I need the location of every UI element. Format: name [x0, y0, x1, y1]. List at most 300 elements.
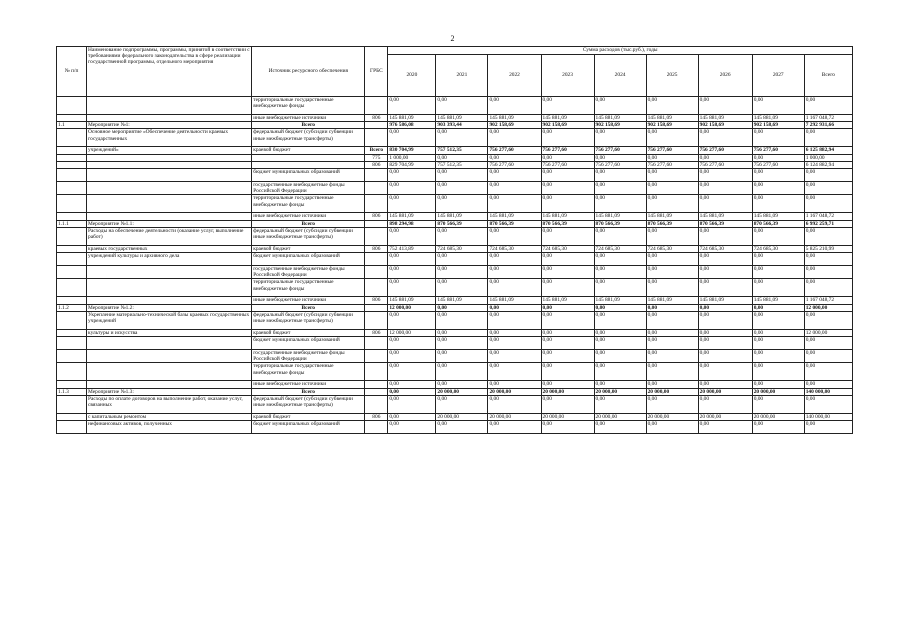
row-value: 145 881,09 — [388, 115, 436, 122]
row-value: 870 566,39 — [594, 220, 646, 227]
row-grbs — [365, 395, 388, 413]
expenses-table — [56, 46, 853, 434]
row-value: 0,00 — [594, 304, 646, 311]
row-value: 145 881,09 — [698, 213, 752, 220]
row-value: 145 881,09 — [436, 297, 488, 304]
row-value: 0,00 — [752, 311, 804, 329]
row-value: 0,00 — [594, 169, 646, 182]
row-value: 0,00 — [436, 279, 488, 297]
row-value: 0,00 — [698, 395, 752, 413]
table-row — [57, 337, 853, 350]
row-value: 870 566,39 — [436, 220, 488, 227]
row-value: 1 167 048,72 — [804, 213, 852, 220]
row-value: 0,00 — [436, 129, 488, 147]
row-value: 20 000,00 — [752, 413, 804, 420]
row-value: 0,00 — [698, 195, 752, 213]
row-value: 0,00 — [436, 311, 488, 329]
row-num — [57, 381, 87, 388]
row-name — [87, 363, 252, 381]
row-value: 12 000,00 — [804, 329, 852, 336]
row-num — [57, 213, 87, 220]
row-value: 757 512,35 — [436, 161, 488, 168]
row-grbs: 806 — [365, 161, 388, 168]
row-source: иные внебюджетные источники — [252, 297, 365, 304]
header-grbs: ГРБС — [365, 47, 388, 97]
row-source: федеральный бюджет (субсидии субвенции иные межбюджетные трансферты) — [252, 227, 365, 245]
row-value: 0,00 — [594, 195, 646, 213]
row-value: 0,00 — [541, 169, 594, 182]
row-value: 0,00 — [698, 97, 752, 115]
row-value: 0,00 — [646, 195, 698, 213]
header-year: 2023 — [541, 55, 594, 97]
row-grbs: 806 — [365, 213, 388, 220]
row-value: 0,00 — [646, 421, 698, 434]
row-grbs: Всего — [365, 147, 388, 154]
row-name — [87, 381, 252, 388]
row-num — [57, 195, 87, 213]
row-source: краевой бюджет — [252, 245, 365, 252]
row-value: 0,00 — [436, 304, 488, 311]
row-value: 0,00 — [646, 395, 698, 413]
row-value: 0,00 — [594, 279, 646, 297]
row-value: 0,00 — [488, 337, 541, 350]
row-value: 0,00 — [594, 227, 646, 245]
row-value: 752 413,89 — [388, 245, 436, 252]
row-value: 20 000,00 — [594, 388, 646, 395]
row-value: 756 277,60 — [698, 161, 752, 168]
row-value: 0,00 — [541, 311, 594, 329]
table-row — [57, 227, 853, 245]
table-row — [57, 350, 853, 363]
row-value: 0,00 — [698, 337, 752, 350]
row-value: 0,00 — [646, 337, 698, 350]
row-num — [57, 147, 87, 154]
row-name — [87, 161, 252, 168]
row-value: 1 167 048,72 — [804, 297, 852, 304]
row-value: 0,00 — [804, 129, 852, 147]
row-source: иные внебюджетные источники — [252, 381, 365, 388]
row-grbs — [365, 304, 388, 311]
row-value: 6 992 259,71 — [804, 220, 852, 227]
row-name — [87, 154, 252, 161]
row-name: нефинансовых активов, полученных — [87, 421, 252, 434]
row-value: 902 158,69 — [594, 122, 646, 129]
row-value: 0,00 — [488, 266, 541, 279]
row-value: 0,00 — [488, 311, 541, 329]
row-value: 0,00 — [488, 350, 541, 363]
row-value: 0,00 — [594, 329, 646, 336]
row-value: 0,00 — [541, 350, 594, 363]
row-value: 0,00 — [804, 381, 852, 388]
row-name — [87, 169, 252, 182]
row-value: 20 000,00 — [752, 388, 804, 395]
row-source: бюджет муниципальных образований — [252, 169, 365, 182]
row-grbs — [365, 266, 388, 279]
row-num — [57, 395, 87, 413]
row-source: бюджет муниципальных образований — [252, 421, 365, 434]
row-name — [87, 297, 252, 304]
row-grbs — [365, 122, 388, 129]
row-value: 0,00 — [488, 253, 541, 266]
row-source: бюджет муниципальных образований — [252, 253, 365, 266]
row-num — [57, 245, 87, 252]
row-value: 0,00 — [752, 381, 804, 388]
row-value: 756 277,60 — [646, 161, 698, 168]
table-row — [57, 297, 853, 304]
row-name — [87, 182, 252, 195]
row-value: 0,00 — [698, 182, 752, 195]
row-grbs — [365, 253, 388, 266]
table-row — [57, 266, 853, 279]
row-value: 0,00 — [698, 253, 752, 266]
row-grbs — [365, 337, 388, 350]
row-value: 0,00 — [698, 363, 752, 381]
row-value: 0,00 — [594, 337, 646, 350]
row-value: 0,00 — [804, 279, 852, 297]
table-row — [57, 129, 853, 147]
row-value: 0,00 — [541, 97, 594, 115]
row-name — [87, 213, 252, 220]
row-value: 870 566,39 — [541, 220, 594, 227]
row-value: 903 393,44 — [436, 122, 488, 129]
row-value: 898 294,98 — [388, 220, 436, 227]
row-value: 0,00 — [698, 381, 752, 388]
header-year: 2024 — [594, 55, 646, 97]
row-value: 0,00 — [388, 169, 436, 182]
header-name: Наименование подпрограммы, программы, принятой в соответствии с требованиями федерального законодательства в сфере реализации государственной программы, отдельного мероприятия — [87, 47, 252, 97]
row-grbs — [365, 195, 388, 213]
row-source: территориальные государственные внебюджетные фонды — [252, 363, 365, 381]
row-value: 724 685,30 — [541, 245, 594, 252]
row-value: 145 881,09 — [541, 115, 594, 122]
row-grbs — [365, 381, 388, 388]
row-value: 0,00 — [594, 311, 646, 329]
row-num — [57, 129, 87, 147]
table-row — [57, 381, 853, 388]
row-num — [57, 154, 87, 161]
row-value: 0,00 — [752, 169, 804, 182]
row-source: иные внебюджетные источники — [252, 115, 365, 122]
row-value: 0,00 — [698, 279, 752, 297]
row-value: 0,00 — [541, 129, 594, 147]
row-value: 145 881,09 — [488, 115, 541, 122]
table-row — [57, 311, 853, 329]
row-value: 0,00 — [388, 97, 436, 115]
row-value: 0,00 — [388, 195, 436, 213]
row-value: 870 566,39 — [488, 220, 541, 227]
row-num — [57, 227, 87, 245]
row-value: 902 158,69 — [698, 122, 752, 129]
header-year: 2020 — [388, 55, 436, 97]
table-row — [57, 363, 853, 381]
row-value: 0,00 — [388, 363, 436, 381]
row-source: краевой бюджет — [252, 147, 365, 154]
row-value: 5 825 210,99 — [804, 245, 852, 252]
row-value: 0,00 — [388, 266, 436, 279]
row-value: 0,00 — [646, 154, 698, 161]
row-name: Мероприятие №1: — [87, 122, 252, 129]
row-value: 0,00 — [698, 421, 752, 434]
table-row — [57, 195, 853, 213]
row-value: 0,00 — [594, 97, 646, 115]
row-value: 724 685,30 — [752, 245, 804, 252]
row-value: 20 000,00 — [594, 413, 646, 420]
row-value: 145 881,09 — [646, 213, 698, 220]
row-value: 0,00 — [488, 97, 541, 115]
row-value: 0,00 — [646, 350, 698, 363]
header-year: 2027 — [752, 55, 804, 97]
row-value: 870 566,39 — [752, 220, 804, 227]
header-year: 2021 — [436, 55, 488, 97]
row-value: 0,00 — [698, 311, 752, 329]
row-value: 0,00 — [646, 182, 698, 195]
row-value: 1 000,00 — [804, 154, 852, 161]
row-value: 0,00 — [541, 363, 594, 381]
row-source: федеральный бюджет (субсидии субвенции иные межбюджетные трансферты) — [252, 129, 365, 147]
row-source: государственные внебюджетные фонды Российской Федерации — [252, 266, 365, 279]
table-row — [57, 169, 853, 182]
row-value: 0,00 — [594, 395, 646, 413]
row-grbs: 806 — [365, 297, 388, 304]
row-value: 20 000,00 — [541, 388, 594, 395]
row-value: 145 881,09 — [752, 297, 804, 304]
table-row — [57, 213, 853, 220]
table-row — [57, 115, 853, 122]
row-value: 0,00 — [541, 337, 594, 350]
row-value: 0,00 — [541, 227, 594, 245]
row-num: 1.1.3 — [57, 388, 87, 395]
row-value: 0,00 — [594, 182, 646, 195]
row-value: 0,00 — [698, 350, 752, 363]
row-value: 6 124 882,94 — [804, 161, 852, 168]
row-value: 0,00 — [541, 253, 594, 266]
table-row — [57, 413, 853, 420]
row-name: краевых государственных — [87, 245, 252, 252]
row-value: 140 000,00 — [804, 388, 852, 395]
table-row — [57, 304, 853, 311]
row-value: 0,00 — [594, 421, 646, 434]
row-name: учреждений» — [87, 147, 252, 154]
row-value: 145 881,09 — [488, 213, 541, 220]
row-value: 0,00 — [594, 253, 646, 266]
table-row — [57, 97, 853, 115]
row-source: федеральный бюджет (субсидии субвенции иные межбюджетные трансферты) — [252, 311, 365, 329]
row-value: 756 277,60 — [594, 161, 646, 168]
row-grbs — [365, 182, 388, 195]
row-value: 724 685,30 — [436, 245, 488, 252]
row-num: 1.1.1 — [57, 220, 87, 227]
row-value: 0,00 — [388, 381, 436, 388]
row-value: 145 881,09 — [646, 297, 698, 304]
row-num — [57, 266, 87, 279]
row-name: Основное мероприятие «Обеспечение деятельности краевых государственных — [87, 129, 252, 147]
header-num: № п/п — [57, 47, 87, 97]
row-value: 0,00 — [752, 350, 804, 363]
row-value: 0,00 — [804, 227, 852, 245]
row-value: 0,00 — [646, 227, 698, 245]
row-grbs: 806 — [365, 115, 388, 122]
row-value: 756 277,60 — [541, 147, 594, 154]
row-num — [57, 182, 87, 195]
row-value: 756 277,60 — [541, 161, 594, 168]
row-num — [57, 115, 87, 122]
row-value: 0,00 — [752, 266, 804, 279]
row-source: Всего — [252, 388, 365, 395]
row-num — [57, 311, 87, 329]
row-source — [252, 154, 365, 161]
row-value: 0,00 — [752, 129, 804, 147]
row-value: 0,00 — [594, 266, 646, 279]
row-num: 1.1.2 — [57, 304, 87, 311]
row-source: федеральный бюджет (субсидии субвенции иные межбюджетные трансферты) — [252, 395, 365, 413]
header-year: Всего — [804, 55, 852, 97]
row-value: 0,00 — [541, 279, 594, 297]
row-value: 12 000,00 — [388, 304, 436, 311]
row-grbs — [365, 421, 388, 434]
row-value: 0,00 — [752, 227, 804, 245]
row-value: 0,00 — [388, 388, 436, 395]
row-value: 0,00 — [541, 195, 594, 213]
row-value: 0,00 — [436, 381, 488, 388]
row-grbs — [365, 279, 388, 297]
row-value: 0,00 — [436, 182, 488, 195]
table-row — [57, 245, 853, 252]
row-value: 20 000,00 — [436, 413, 488, 420]
row-value: 20 000,00 — [646, 388, 698, 395]
row-value: 0,00 — [388, 421, 436, 434]
row-value: 0,00 — [646, 363, 698, 381]
row-value: 0,00 — [541, 154, 594, 161]
row-source: территориальные государственные внебюджетные фонды — [252, 279, 365, 297]
row-value: 902 158,69 — [646, 122, 698, 129]
row-value: 0,00 — [436, 329, 488, 336]
header-source: Источник ресурсного обеспечения — [252, 47, 365, 97]
row-value: 0,00 — [646, 253, 698, 266]
row-value: 145 881,09 — [488, 297, 541, 304]
row-value: 756 277,60 — [594, 147, 646, 154]
row-value: 12 000,00 — [388, 329, 436, 336]
row-value: 145 881,09 — [752, 115, 804, 122]
row-value: 145 881,09 — [388, 297, 436, 304]
row-source: государственные внебюджетные фонды Российской Федерации — [252, 350, 365, 363]
row-value: 20 000,00 — [488, 388, 541, 395]
header-year: 2025 — [646, 55, 698, 97]
table-row — [57, 253, 853, 266]
row-value: 0,00 — [698, 266, 752, 279]
row-value: 0,00 — [646, 97, 698, 115]
row-value: 0,00 — [488, 169, 541, 182]
row-value: 0,00 — [541, 182, 594, 195]
row-grbs: 806 — [365, 329, 388, 336]
row-source: территориальные государственные внебюджетные фонды — [252, 195, 365, 213]
table-row — [57, 154, 853, 161]
row-value: 870 566,39 — [646, 220, 698, 227]
row-value: 0,00 — [646, 169, 698, 182]
row-value: 0,00 — [388, 395, 436, 413]
row-value: 0,00 — [646, 129, 698, 147]
row-name — [87, 350, 252, 363]
row-value: 0,00 — [752, 421, 804, 434]
row-value: 145 881,09 — [594, 213, 646, 220]
row-source: Всего — [252, 122, 365, 129]
header-year: 2022 — [488, 55, 541, 97]
row-num — [57, 421, 87, 434]
row-value: 0,00 — [488, 381, 541, 388]
row-value: 145 881,09 — [388, 213, 436, 220]
row-value: 0,00 — [752, 395, 804, 413]
row-value: 0,00 — [698, 154, 752, 161]
row-value: 0,00 — [488, 182, 541, 195]
row-value: 756 277,60 — [752, 161, 804, 168]
row-value: 0,00 — [594, 381, 646, 388]
row-value: 902 158,69 — [752, 122, 804, 129]
row-value: 0,00 — [388, 227, 436, 245]
row-value: 0,00 — [436, 337, 488, 350]
row-value: 0,00 — [698, 304, 752, 311]
row-num — [57, 329, 87, 336]
row-grbs — [365, 97, 388, 115]
row-value: 0,00 — [436, 154, 488, 161]
row-value: 0,00 — [541, 329, 594, 336]
row-value: 0,00 — [488, 154, 541, 161]
row-value: 0,00 — [436, 227, 488, 245]
row-value: 0,00 — [804, 97, 852, 115]
row-num — [57, 169, 87, 182]
row-value: 0,00 — [541, 395, 594, 413]
row-value: 0,00 — [436, 253, 488, 266]
row-num — [57, 297, 87, 304]
row-value: 0,00 — [388, 311, 436, 329]
row-value: 0,00 — [436, 363, 488, 381]
row-num — [57, 350, 87, 363]
page-number: 2 — [450, 34, 455, 43]
row-num — [57, 253, 87, 266]
row-value: 20 000,00 — [436, 388, 488, 395]
row-value: 0,00 — [388, 253, 436, 266]
row-value: 829 704,99 — [388, 161, 436, 168]
row-value: 145 881,09 — [752, 213, 804, 220]
row-source: иные внебюджетные источники — [252, 213, 365, 220]
row-value: 0,00 — [436, 266, 488, 279]
row-name — [87, 195, 252, 213]
row-value: 0,00 — [541, 381, 594, 388]
row-value: 20 000,00 — [541, 413, 594, 420]
row-name — [87, 266, 252, 279]
row-source: краевой бюджет — [252, 329, 365, 336]
row-value: 724 685,30 — [646, 245, 698, 252]
row-value: 145 881,09 — [646, 115, 698, 122]
row-value: 0,00 — [488, 329, 541, 336]
row-value: 145 881,09 — [698, 115, 752, 122]
row-value: 145 881,09 — [594, 115, 646, 122]
row-value: 0,00 — [646, 311, 698, 329]
row-source: краевой бюджет — [252, 413, 365, 420]
row-value: 0,00 — [594, 363, 646, 381]
row-grbs — [365, 227, 388, 245]
row-value: 0,00 — [436, 395, 488, 413]
row-value: 0,00 — [388, 182, 436, 195]
row-value: 870 566,39 — [698, 220, 752, 227]
row-value: 0,00 — [488, 227, 541, 245]
row-value: 0,00 — [646, 266, 698, 279]
row-value: 756 277,60 — [646, 147, 698, 154]
row-value: 20 000,00 — [698, 413, 752, 420]
row-value: 0,00 — [594, 154, 646, 161]
row-name — [87, 279, 252, 297]
row-value: 756 277,60 — [488, 161, 541, 168]
row-source: бюджет муниципальных образований — [252, 337, 365, 350]
row-value: 0,00 — [541, 304, 594, 311]
